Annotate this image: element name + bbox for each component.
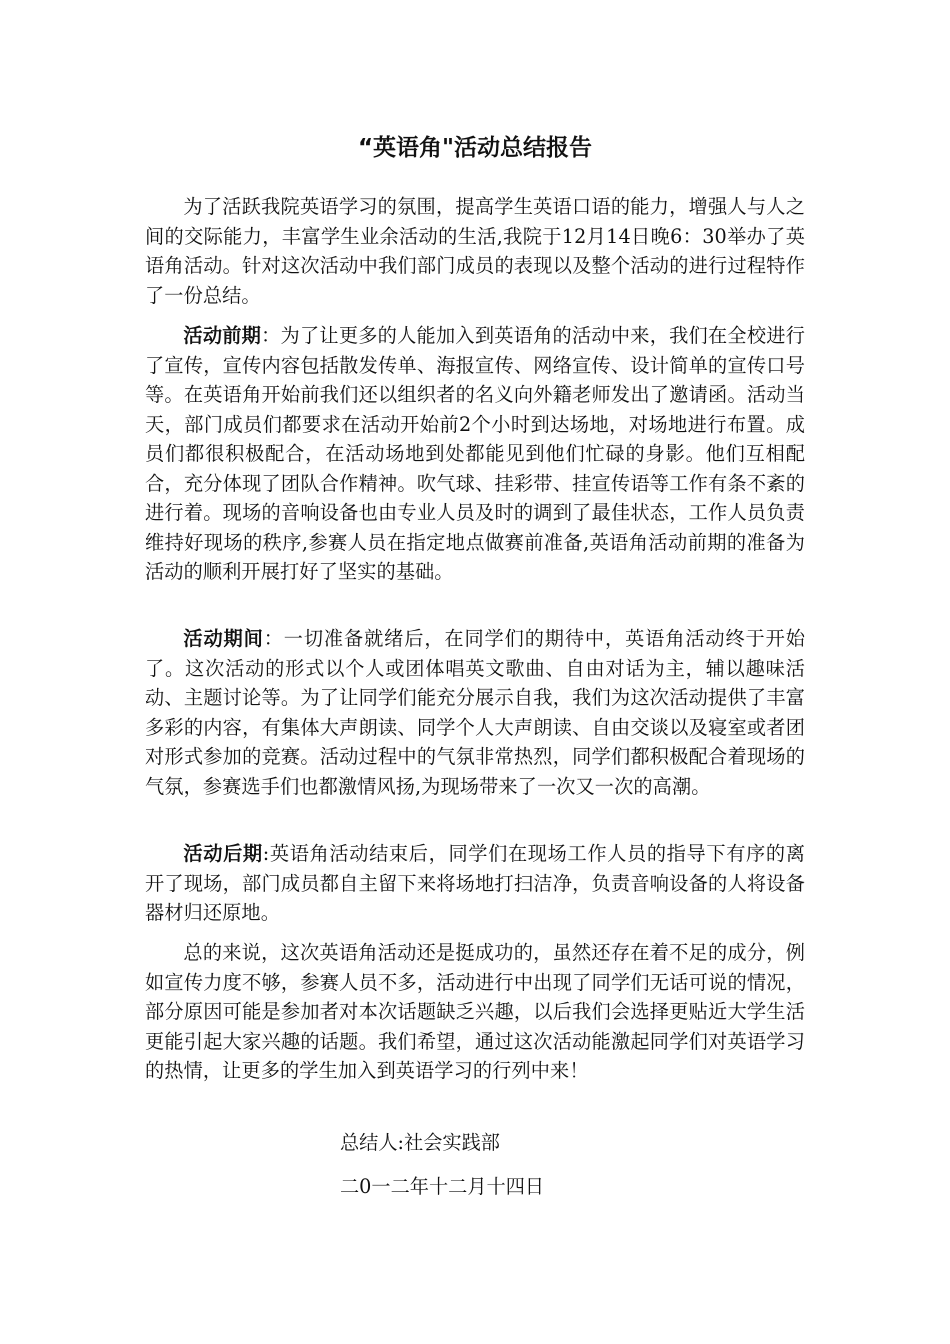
paragraph-text: :英语角活动结束后，同学们在现场工作人员的指导下有序的离开了现场，部门成员都自主留下来将场地打扫洁净，负责音响设备的人将设备器材归还原地。: [145, 842, 806, 924]
paragraph-post-activity: [145, 839, 805, 928]
signature-line: 总结人:社会实践部: [340, 1131, 500, 1154]
paragraph-text: ：为了让更多的人能加入到英语角的活动中来，我们在全校进行了宣传，宣传内容包括散发传单、海报宣传、网络宣传、设计简单的宣传口号等。在英语角开始前我们还以组织者的名义向外籍老师发出了邀请函。活动当天，部门成员们都要求在活动开始前2个小时到达场地，对场地进行布置。成员们都很积极配合，在活动场地到处都能见到他们忙碌的身影。他们互相配合，充分体现了团队合作精神。吹气球、挂彩带、挂宣传语等工作有条不紊的进行着。现场的音响设备也由专业人员及时的调到了最佳状态，工作人员负责维持好现场的秩序,参赛人员在指定地点做赛前准备,英语角活动前期的准备为活动的顺利开展打好了坚实的基础。: [145, 324, 805, 583]
paragraph-lead: 活动后期: [183, 842, 263, 865]
paragraph-lead: 活动期间: [183, 627, 264, 650]
document-title: “英语角"活动总结报告: [357, 135, 593, 161]
paragraph-conclusion: [145, 938, 805, 1086]
paragraph-text: ：一切准备就绪后，在同学们的期待中，英语角活动终于开始了。这次活动的形式以个人或团体唱英文歌曲、自由对话为主，辅以趣味活动、主题讨论等。为了让同学们能充分展示自我，我们为这次活动提供了丰富多彩的内容，有集体大声朗读、同学个人大声朗读、自由交谈以及寝室或者团对形式参加的竞赛。活动过程中的气氛非常热烈，同学们都积极配合着现场的气氛，参赛选手们也都激情风扬,为现场带来了一次又一次的高潮。: [145, 627, 805, 798]
paragraph-during-activity: [145, 624, 805, 801]
paragraph-text: 为了活跃我院英语学习的氛围，提高学生英语口语的能力，增强人与人之间的交际能力，丰富学生业余活动的生活,我院于12月14日晚6：30举办了英语角活动。针对这次活动中我们部门成员的表现以及整个活动的进行过程特作了一份总结。: [145, 195, 805, 307]
paragraph-lead: 活动前期: [183, 324, 262, 347]
date-line: 二0一二年十二月十四日: [340, 1175, 545, 1198]
paragraph-intro: [145, 192, 805, 310]
paragraph-pre-activity: [145, 321, 805, 587]
paragraph-text: 总的来说，这次英语角活动还是挺成功的，虽然还存在着不足的成分，例如宣传力度不够，参赛人员不多，活动进行中出现了同学们无话可说的情况，部分原因可能是参加者对本次话题缺乏兴趣，以后我们会选择更贴近大学生活更能引起大家兴趣的话题。我们希望，通过这次活动能激起同学们对英语学习的热情，让更多的学生加入到英语学习的行列中来！: [145, 941, 805, 1082]
